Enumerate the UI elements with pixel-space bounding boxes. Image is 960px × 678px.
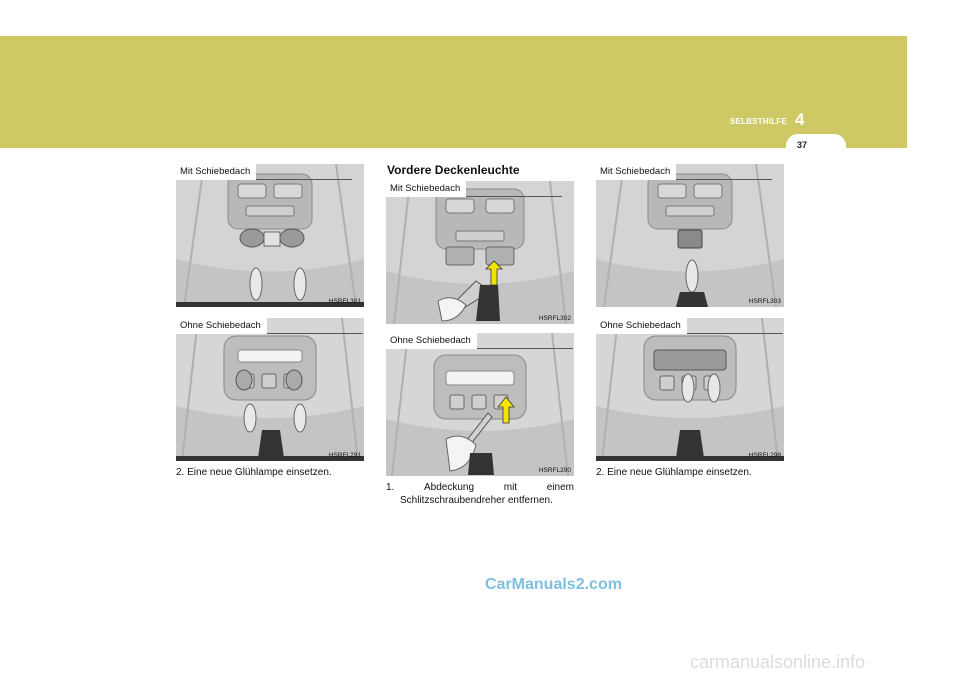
figure-label: Ohne Schiebedach — [596, 318, 687, 334]
section-title: SELBSTHILFE — [730, 117, 787, 126]
caption-middle — [386, 481, 574, 507]
figure-with-sunroof-middle — [386, 181, 574, 324]
caption-right: 2. Eine neue Glühlampe einsetzen. — [596, 467, 752, 478]
caption-middle-line2: Schlitzschraubendreher entfernen. — [400, 495, 553, 506]
header-banner — [0, 36, 907, 148]
figure-code: HSRFL298 — [748, 452, 781, 459]
page-number-tab — [786, 134, 846, 156]
figure-code: HSRFL301 — [328, 298, 361, 305]
figure-label: Mit Schiebedach — [176, 164, 256, 180]
step-word-3: einem — [546, 482, 574, 493]
section-heading: Vordere Deckenleuchte — [387, 163, 520, 177]
step-word-2: mit — [503, 482, 518, 493]
figure-code: HSRFL303 — [748, 298, 781, 305]
watermark-footer[interactable]: carmanualsonline.info — [690, 652, 866, 672]
section-number: 4 — [795, 110, 805, 129]
page-number: 37 — [797, 140, 808, 150]
figure-code: HSRFL291 — [328, 452, 361, 459]
figure-without-sunroof-right — [596, 318, 784, 461]
figure-label: Ohne Schiebedach — [386, 333, 477, 349]
figure-code: HSRFL290 — [538, 467, 571, 474]
figure-label: Mit Schiebedach — [596, 164, 676, 180]
caption-left: 2. Eine neue Glühlampe einsetzen. — [176, 467, 332, 478]
caption-middle-line1 — [386, 481, 574, 494]
figure-with-sunroof-right — [596, 164, 784, 307]
figure-without-sunroof-middle — [386, 333, 574, 476]
watermark-center[interactable]: CarManuals2.com — [485, 576, 622, 593]
figure-label: Mit Schiebedach — [386, 181, 466, 197]
step-number: 1. — [386, 482, 395, 493]
figure-label: Ohne Schiebedach — [176, 318, 267, 334]
figure-without-sunroof-left — [176, 318, 364, 461]
step-word-1: Abdeckung — [424, 482, 475, 493]
figure-code: HSRFL302 — [538, 315, 571, 322]
figure-with-sunroof-left — [176, 164, 364, 307]
